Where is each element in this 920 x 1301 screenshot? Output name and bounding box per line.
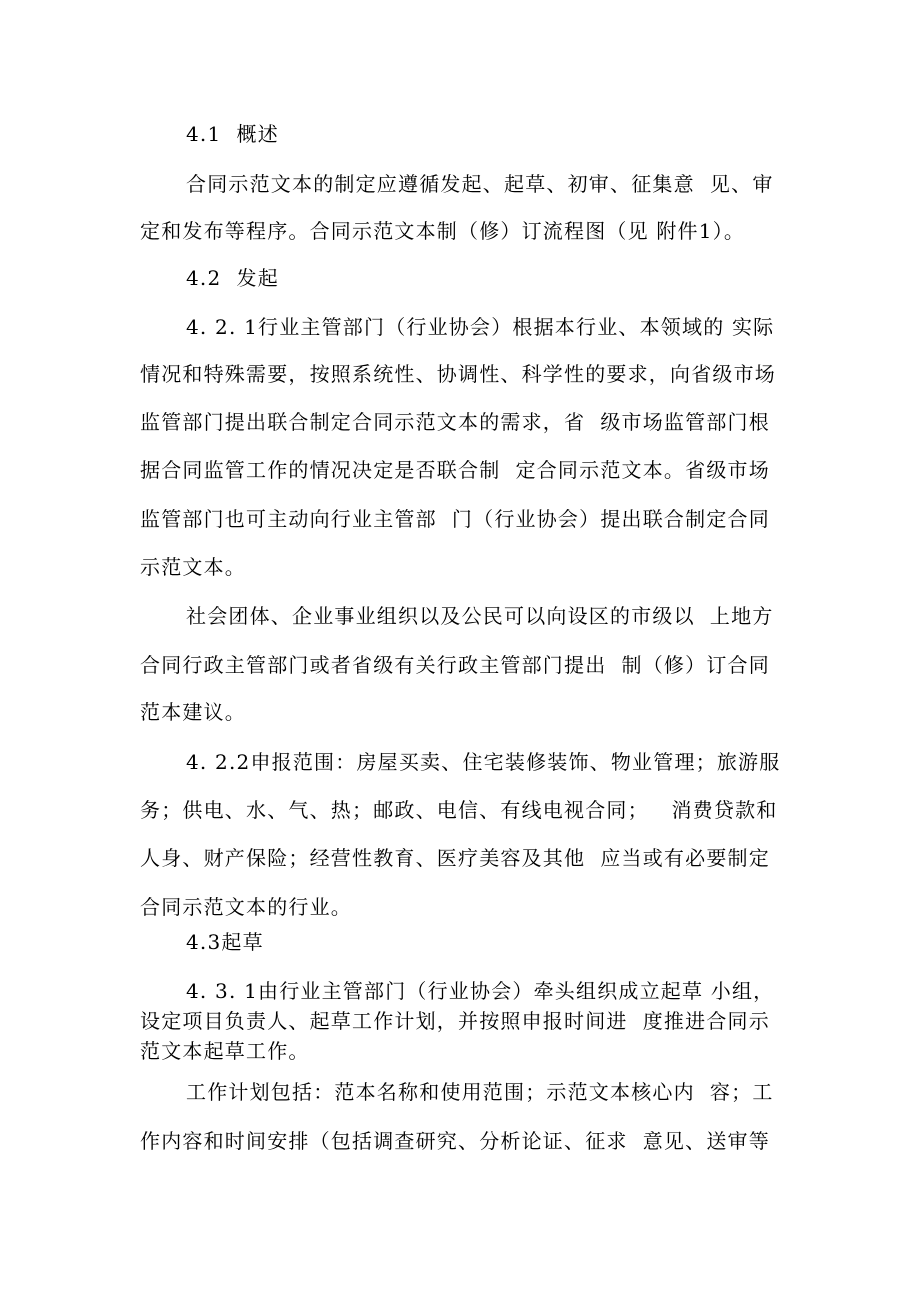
paragraph-line: 人身、财产保险；经营性教育、医疗美容及其他 应当或有必要制定 bbox=[140, 846, 770, 870]
paragraph-line: 范本建议。 bbox=[140, 700, 246, 724]
paragraph-line: 合同示范文本的制定应遵循发起、起草、初审、征集意 见、审 bbox=[186, 172, 774, 196]
paragraph-line: 务；供电、水、气、热；邮政、电信、有线电视合同； 消费贷款和 bbox=[140, 798, 778, 822]
paragraph-line: 设定项目负责人、起草工作计划，并按照申报时间进 度推进合同示 bbox=[140, 1009, 770, 1033]
paragraph-line: 监管部门提出联合制定合同示范文本的需求，省 级市场监管部门根 bbox=[140, 410, 770, 434]
section-heading-4-3: 4.3起草 bbox=[186, 930, 264, 954]
paragraph-line: 定和发布等程序。合同示范文本制（修）订流程图（见 附件1）。 bbox=[140, 219, 746, 243]
paragraph-line: 社会团体、企业事业组织以及公民可以向设区的市级以 上地方 bbox=[186, 604, 774, 628]
section-heading-4-1: 4.1 概述 bbox=[186, 122, 279, 146]
paragraph-line: 范文本起草工作。 bbox=[140, 1039, 310, 1063]
paragraph-line: 工作计划包括：范本名称和使用范围；示范文本核心内 容；工 bbox=[186, 1080, 774, 1104]
paragraph-line: 据合同监管工作的情况决定是否联合制 定合同示范文本。省级市场 bbox=[140, 458, 770, 482]
paragraph-line: 作内容和时间安排（包括调查研究、分析论证、征求 意见、送审等 bbox=[140, 1129, 770, 1153]
paragraph-line: 情况和特殊需要，按照系统性、协调性、科学性的要求，向省级市场 bbox=[140, 362, 776, 386]
section-heading-4-2: 4.2 发起 bbox=[186, 266, 279, 290]
paragraph-line: 4. 2.2申报范围：房屋买卖、住宅装修装饰、物业管理；旅游服 bbox=[186, 750, 781, 774]
paragraph-line: 合同示范文本的行业。 bbox=[140, 895, 352, 919]
paragraph-line: 4. 3. 1由行业主管部门（行业协会）牵头组织成立起草 小组， bbox=[186, 979, 775, 1003]
paragraph-line: 示范文本。 bbox=[140, 555, 246, 579]
paragraph-line: 4. 2. 1行业主管部门（行业协会）根据本行业、本领域的 实际 bbox=[186, 315, 775, 339]
paragraph-line: 合同行政主管部门或者省级有关行政主管部门提出 制（修）订合同 bbox=[140, 653, 770, 677]
paragraph-line: 监管部门也可主动向行业主管部 门（行业协会）提出联合制定合同 bbox=[140, 507, 770, 531]
